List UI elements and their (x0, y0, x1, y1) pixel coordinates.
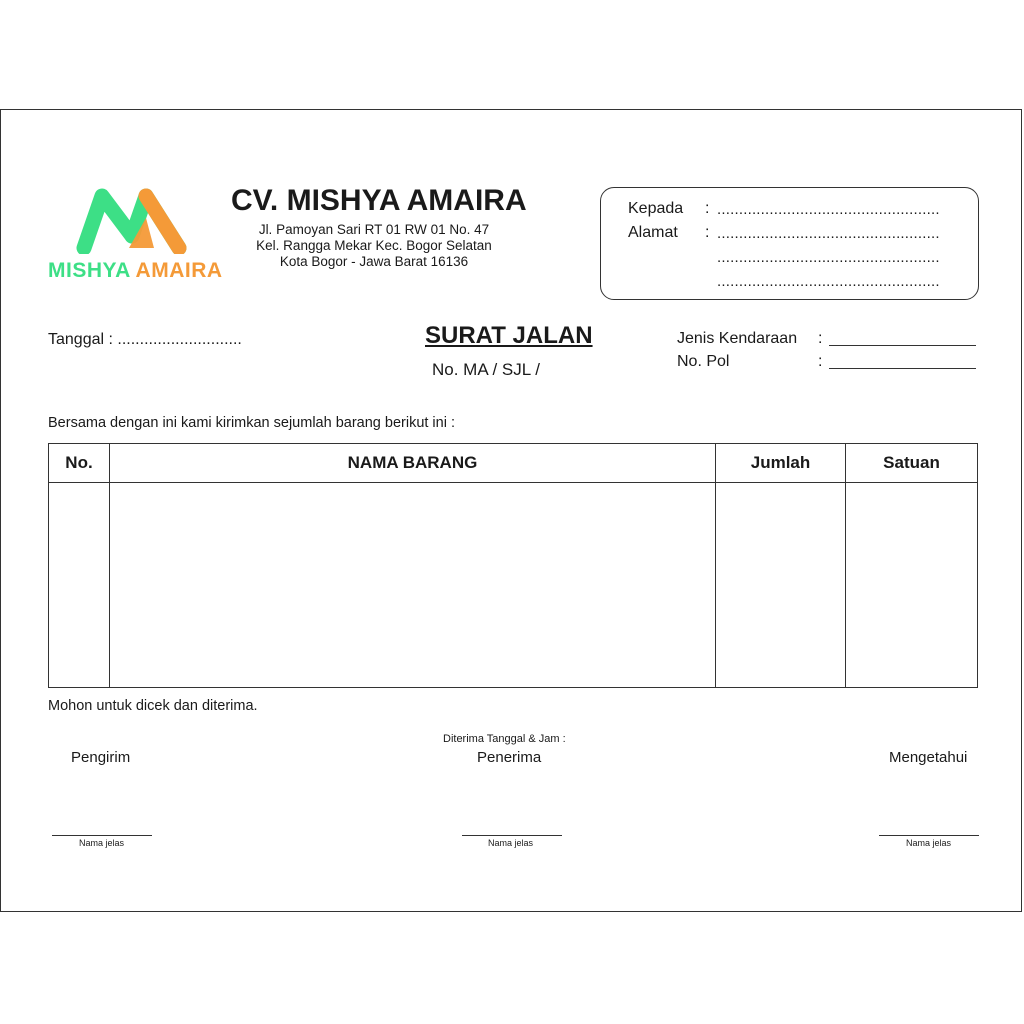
address-line-3: Kota Bogor - Jawa Barat 16136 (279, 254, 469, 269)
address-line-2: Kel. Rangga Mekar Kec. Bogor Selatan (256, 238, 492, 253)
address-field-line-2[interactable]: ................................................... (717, 249, 940, 266)
address-field-line-3[interactable]: ................................................... (717, 273, 940, 290)
sender-signature-line[interactable] (52, 835, 152, 836)
receiver-name-caption: Nama jelas (488, 838, 534, 848)
items-table (48, 443, 978, 688)
date-label: Tanggal : (48, 331, 113, 348)
plate-label: No. Pol (677, 353, 730, 370)
sender-name-caption: Nama jelas (79, 838, 125, 848)
acknowledger-title: Mengetahui (889, 749, 968, 766)
address-label: Alamat (628, 224, 678, 241)
vehicle-type-label: Jenis Kendaraan (677, 330, 798, 347)
acknowledger-signature-line[interactable] (879, 835, 979, 836)
address-field-line-1[interactable]: ................................................... (717, 225, 940, 242)
date-row (48, 331, 242, 349)
received-datetime-label: Diterima Tanggal & Jam : (443, 733, 566, 745)
recipient-label: Kepada (628, 200, 684, 217)
column-header-unit: Satuan (846, 444, 978, 483)
table-header-row (49, 444, 978, 483)
cell-no[interactable] (49, 483, 110, 688)
table-row (49, 483, 978, 688)
company-address (225, 222, 523, 270)
cell-quantity[interactable] (716, 483, 846, 688)
vehicle-type-field[interactable] (829, 345, 976, 346)
acknowledger-name-caption: Nama jelas (906, 838, 952, 848)
company-logo-mark (74, 188, 190, 254)
company-logo-text: MISHYA AMAIRA (48, 259, 223, 282)
document-title: SURAT JALAN (425, 322, 593, 349)
date-field[interactable]: ............................ (117, 331, 242, 348)
document-number: No. MA / SJL / (432, 360, 541, 379)
cell-unit[interactable] (846, 483, 978, 688)
company-name: CV. MISHYA AMAIRA (231, 184, 527, 217)
intro-text: Bersama dengan ini kami kirimkan sejumlah barang berikut ini : (48, 415, 455, 431)
plate-colon: : (818, 353, 823, 370)
address-line-1: Jl. Pamoyan Sari RT 01 RW 01 No. 47 (258, 222, 490, 237)
closing-note: Mohon untuk dicek dan diterima. (48, 698, 258, 714)
sender-title: Pengirim (71, 749, 131, 766)
receiver-signature-line[interactable] (462, 835, 562, 836)
plate-field[interactable] (829, 368, 976, 369)
column-header-item-name: NAMA BARANG (110, 444, 716, 483)
receiver-title: Penerima (477, 749, 542, 766)
vehicle-type-colon: : (818, 330, 823, 347)
column-header-quantity: Jumlah (716, 444, 846, 483)
column-header-no: No. (49, 444, 110, 483)
cell-item-name[interactable] (110, 483, 716, 688)
recipient-field[interactable]: ................................................... (717, 201, 940, 218)
address-colon: : (705, 224, 710, 241)
recipient-colon: : (705, 200, 710, 217)
